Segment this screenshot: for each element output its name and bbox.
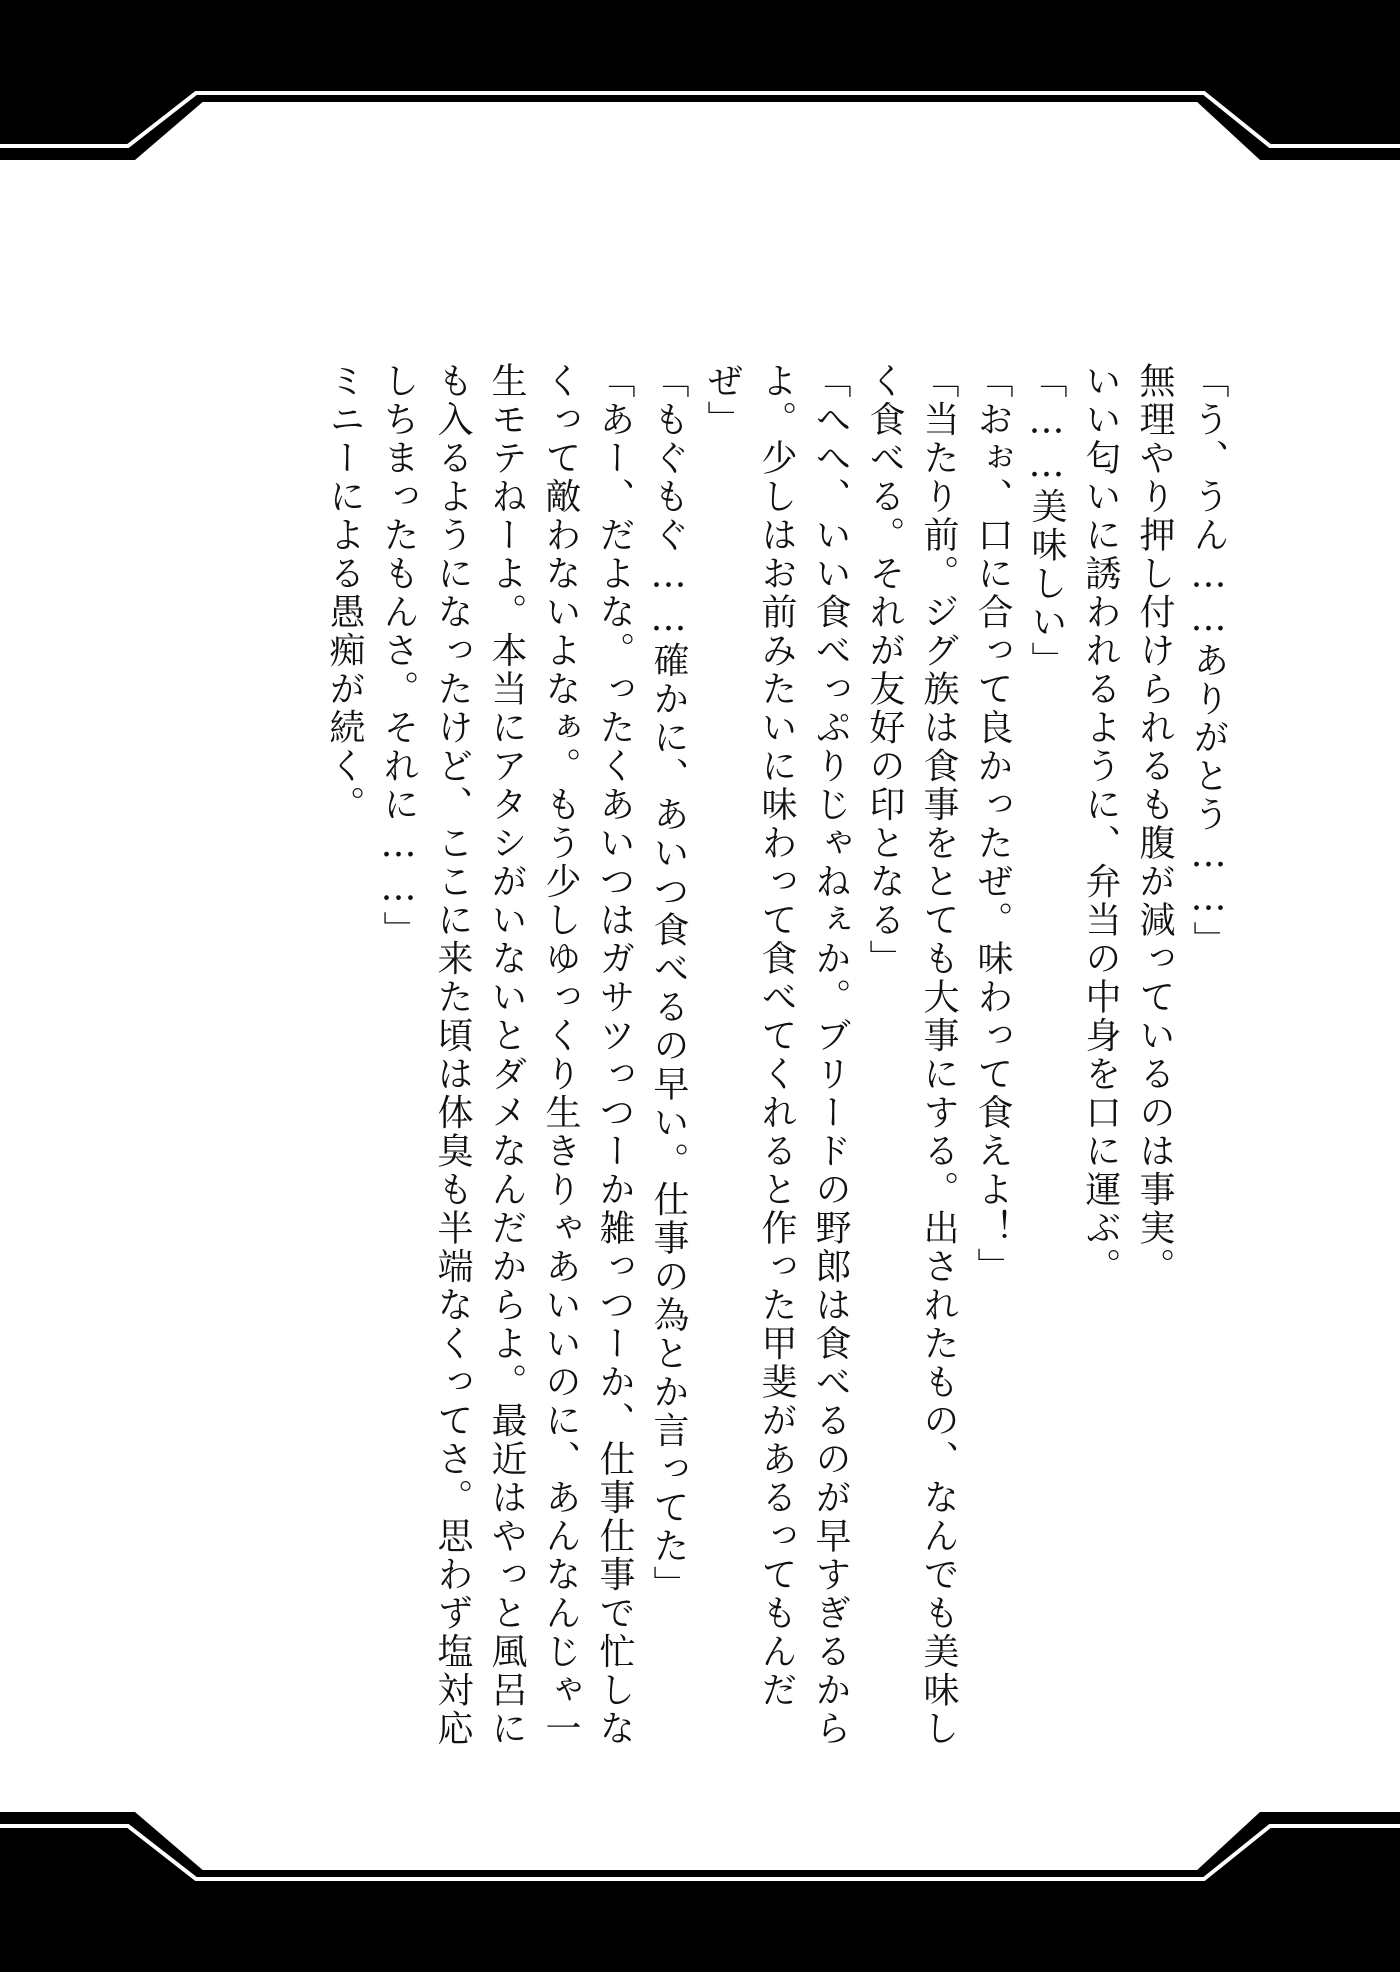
paragraph-7: 「へへ、いい食べっぷりじゃねぇか。ブリードの野郎は食べるのが早すぎるからよ。少しはお前みたいに味わって食べてくれると作った甲斐があるってもんだぜ」 <box>702 362 851 1748</box>
paragraph-4: 「……美味しい」 <box>1026 362 1067 680</box>
bottom-frame-border <box>0 1812 1400 1972</box>
paragraph-3: いい匂いに誘われるように、弁当の中身を口に運ぶ。 <box>1080 362 1121 1286</box>
top-frame-border <box>0 0 1400 160</box>
paragraph-9: 「あー、だよな。ったくあいつはガサツっつーか雑っつーか、仕事仕事で忙しなくって敵わないよなぁ。もう少しゆっくり生きりゃあいいのに、あんなんじゃ一生モテねーよ。本当にアタシがいないとダメなんだからよ。最近はやっと風呂にも入るようになったけど、ここに来た頃は体臭も半端なくってさ。思わず塩対応しちまったもんさ。それに……」 <box>378 362 635 1748</box>
paragraph-1: 「う、うん……ありがとう……」 <box>1188 362 1229 960</box>
paragraph-8: 「もぐもぐ……確かに、あいつ食べるの早い。仕事の為とか言ってた」 <box>648 362 689 1604</box>
paragraph-6: 「当たり前。ジグ族は食事をとても大事にする。出されたもの、なんでも美味しく食べる。それが友好の印となる」 <box>864 362 959 1748</box>
vertical-prose <box>245 362 1235 1752</box>
paragraph-2: 無理やり押し付けられるも腹が減っているのは事実。 <box>1134 362 1175 1286</box>
paragraph-10: ミニーによる愚痴が続く。 <box>324 362 365 824</box>
paragraph-5: 「おぉ、口に合って良かったぜ。味わって食えよ！」 <box>972 362 1013 1286</box>
